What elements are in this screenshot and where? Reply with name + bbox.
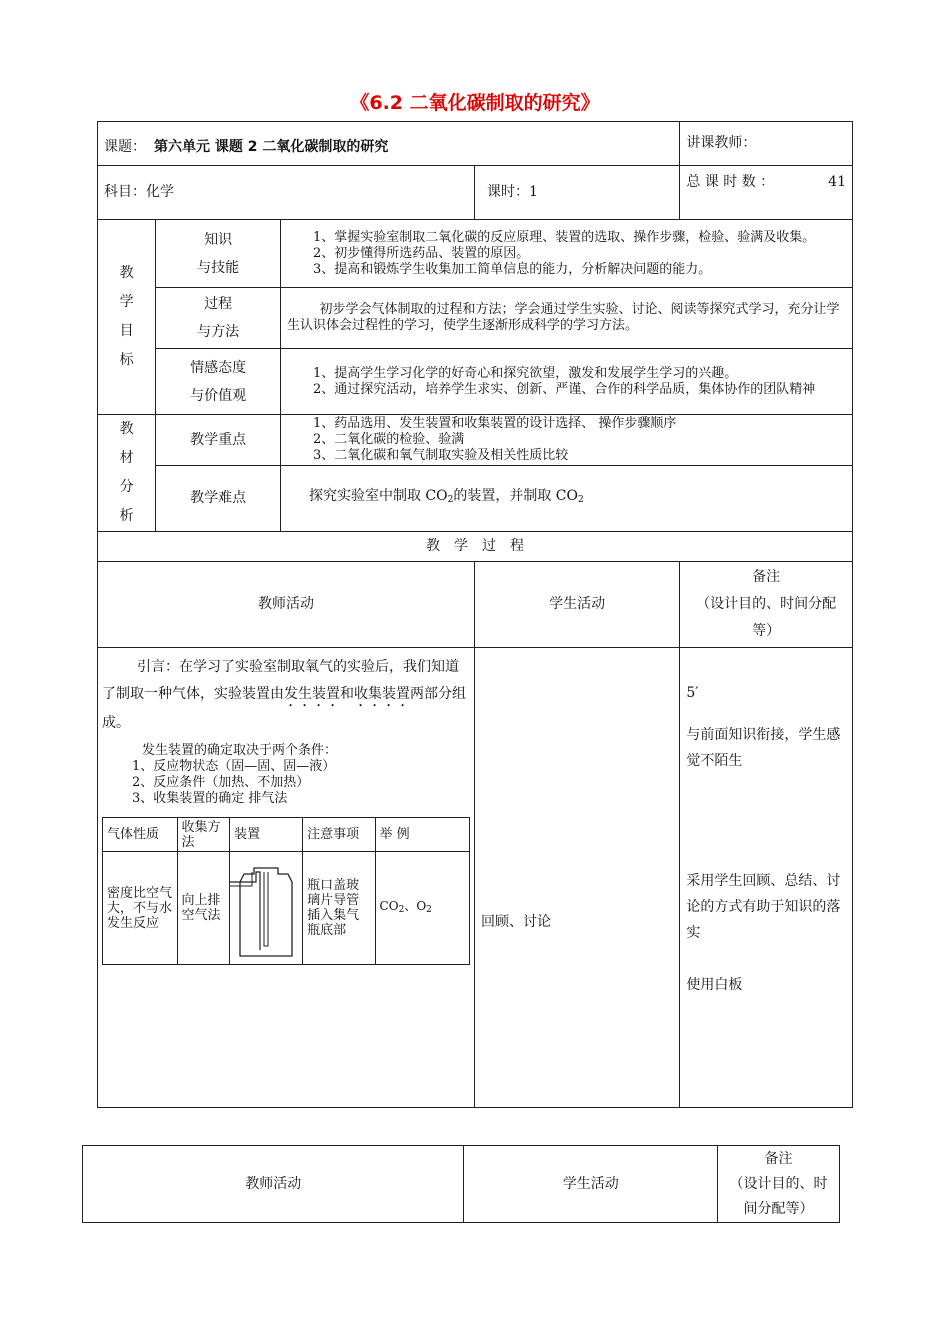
difficult-points-label: 教学难点 bbox=[156, 466, 281, 532]
gas-collection-table bbox=[102, 817, 470, 965]
total-periods-label: 总 课 时 数 ： bbox=[686, 174, 775, 190]
key-points-label: 教学重点 bbox=[156, 415, 281, 466]
analysis-group-label: 教 材 分 析 bbox=[98, 415, 156, 532]
header-method: 收集方法 bbox=[177, 818, 230, 852]
difficult-points-text: 探究实验室中制取 $CO_2$的装置，并制取 $CO_2$ bbox=[280, 466, 852, 532]
subject-cell: 科目：化学 bbox=[98, 166, 475, 220]
footer-col-student: 学生活动 bbox=[464, 1146, 718, 1223]
teacher-activity-cell bbox=[98, 648, 475, 1108]
footer-col-teacher: 教师活动 bbox=[83, 1146, 464, 1223]
condition-1: 1、反应物状态（固—固、固—液） bbox=[132, 759, 336, 774]
header-property: 气体性质 bbox=[103, 818, 178, 852]
col-student-activity: 学生活动 bbox=[475, 562, 680, 648]
condition-2: 2、反应条件（加热、不加热） bbox=[132, 775, 310, 790]
key-points-text: 1、药品选用、发生装置和收集装置的设计选择、 操作步骤顺序 2、二氧化碳的检验、验满 3、二氧化碳和氧气制取实验及相关性质比较 bbox=[280, 415, 852, 466]
note-time: 5′ bbox=[686, 685, 699, 701]
col-notes: 备注 （设计目的、时间分配等） bbox=[680, 562, 853, 648]
cell-method: 向上排空气法 bbox=[177, 852, 230, 965]
condition-line: 发生装置的确定取决于两个条件： bbox=[142, 743, 338, 758]
topic-label: 课题： bbox=[104, 139, 146, 155]
cell-example: $CO_2$、$O_2$ bbox=[375, 852, 469, 965]
topic-value: 第六单元 课题 2 二氧化碳制取的研究 bbox=[154, 139, 389, 155]
gas-bottle-icon bbox=[230, 852, 302, 960]
intro-paragraph: 引言：在学习了实验室制取氧气的实验后，我们知道了制取一种气体，实验装置由发生装置和收集装置两部分组成。 bbox=[102, 659, 466, 731]
cell-property: 密度比空气大，不与水发生反应 bbox=[103, 852, 178, 965]
condition-3: 3、收集装置的确定 排气法 bbox=[132, 791, 288, 806]
objective-knowledge-text: 1、掌握实验室制取二氧化碳的反应原理、装置的选取、操作步骤，检验、验满及收集。 2、初步懂得所选药品、装置的原因。 3、提高和锻炼学生收集加工简单信息的能力，分析解决问题的能力。 bbox=[280, 220, 852, 288]
total-periods-value: 41 bbox=[828, 174, 846, 190]
lesson-plan-table bbox=[97, 121, 853, 1108]
objective-process-text: 初步学会气体制取的过程和方法；学会通过学生实验、讨论、阅读等探究式学习，充分让学生认识体会过程性的学习，使学生逐渐形成科学的学习方法。 bbox=[280, 288, 852, 349]
objective-label-knowledge: 知识 与技能 bbox=[156, 220, 281, 288]
note-method: 采用学生回顾、总结、讨论的方式有助于知识的落实 bbox=[686, 873, 841, 941]
header-example: 举 例 bbox=[375, 818, 469, 852]
process-heading: 教 学 过 程 bbox=[98, 532, 853, 562]
cell-notes: 瓶口盖玻璃片导管插入集气瓶底部 bbox=[303, 852, 375, 965]
objectives-group-label: 教 学 目 标 bbox=[98, 220, 156, 415]
objective-label-process: 过程 与方法 bbox=[156, 288, 281, 349]
page-title: 《6.2 二氧化碳制取的研究》 bbox=[350, 92, 600, 114]
total-periods-cell bbox=[680, 166, 853, 220]
period-cell: 课时：1 bbox=[475, 166, 680, 220]
continuation-table bbox=[82, 1145, 840, 1223]
teacher-cell: 讲课教师： bbox=[680, 122, 853, 166]
objective-label-emotion: 情感态度 与价值观 bbox=[156, 349, 281, 415]
topic-cell bbox=[98, 122, 680, 166]
header-notes: 注意事项 bbox=[303, 818, 375, 852]
cell-apparatus bbox=[230, 852, 303, 965]
footer-col-notes: 备注 （设计目的、时间分配等） bbox=[718, 1146, 840, 1223]
objective-emotion-text: 1、提高学生学习化学的好奇心和探究欲望，激发和发展学生学习的兴趣。 2、通过探究活动，培养学生求实、创新、严谨、合作的科学品质，集体协作的团队精神 bbox=[280, 349, 852, 415]
student-activity-cell: 回顾、讨论 bbox=[475, 648, 680, 1108]
note-whiteboard: 使用白板 bbox=[686, 977, 743, 993]
col-teacher-activity: 教师活动 bbox=[98, 562, 475, 648]
note-connection: 与前面知识衔接，学生感觉不陌生 bbox=[686, 727, 841, 769]
notes-cell bbox=[680, 648, 853, 1108]
header-apparatus: 装置 bbox=[230, 818, 303, 852]
